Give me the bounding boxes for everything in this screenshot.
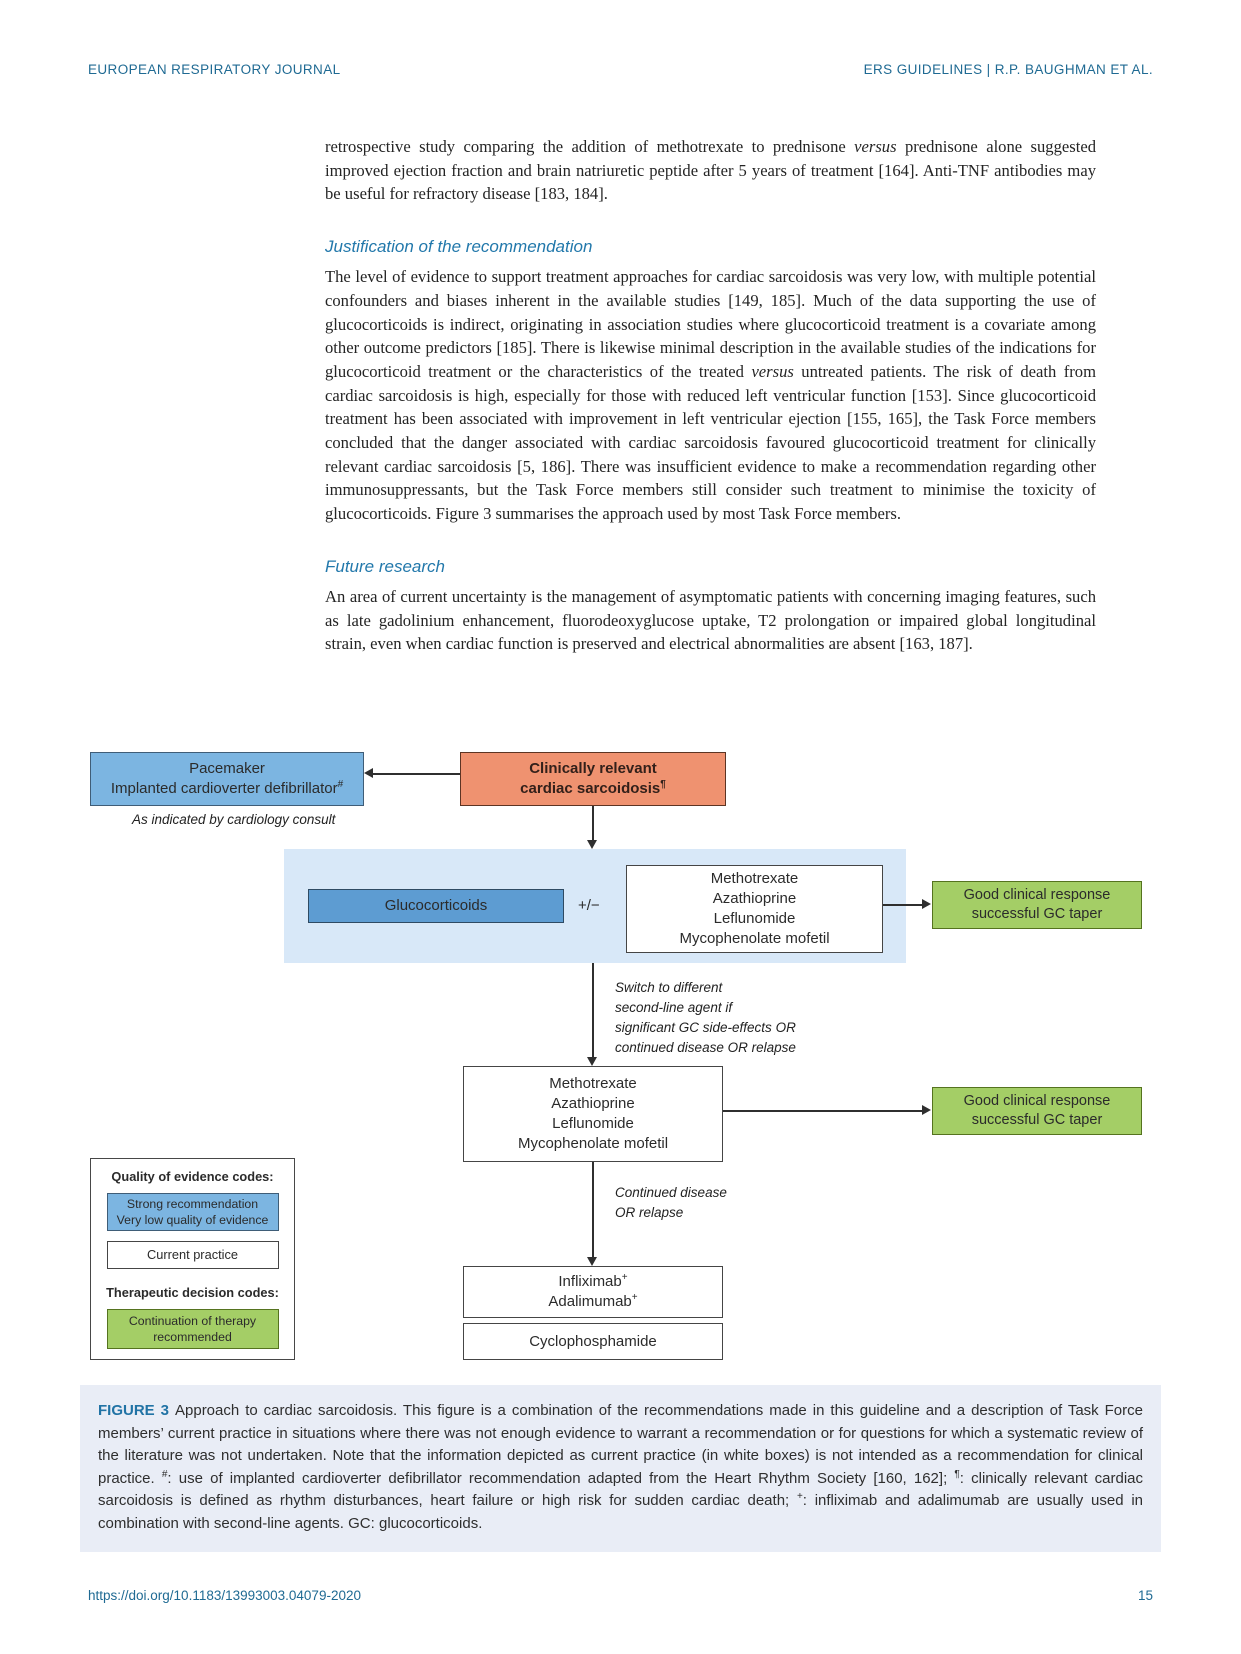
paragraph-justification: The level of evidence to support treatment approaches for cardiac sarcoidosis was very low, with multiple potential confounders and biases inherent in the available studies [149, 185]. Much of the data supporting the use of glucocorticoids is indirect, originating in association studies where glucocorticoid treatment is a covariate among other outcome predictors [185]. There is likewise minimal description in the available studies of the indications for glucocorticoid treatment or the characteristics of the treated versus untreated patients. The risk of death from cardiac sarcoidosis is high, especially for those with reduced left ventricular function [153]. Since glucocorticoid treatment has been associated with improvement in left ventricular ejection [155, 165], the Task Force members concluded that the danger associated with cardiac sarcoidosis favoured glucocorticoid treatment for clinically relevant cardiac sarcoidosis [5, 186]. There was insufficient evidence to make a recommendation regarding other immunosuppressants, but the Task Force members still consider such treatment to minimise the toxicity of glucocorticoids. Figure 3 summarises the approach used by most Task Force members.: [325, 267, 1096, 524]
footnote-mark-hash: #: [337, 779, 344, 790]
figure-caption: FIGURE 3 Approach to cardiac sarcoidosis. This figure is a combination of the recommendations made in this guideline and a description of Task Force members’ current practice in situations where there was not enough evidence to warrant a recommendation or for questions for which a systematic review of the literature was not undertaken. Note that the information depicted as current practice (in white boxes) is not intended as a recommendation for clinical practice. #: use of implanted cardioverter defibrillator recommendation adapted from the Heart Rhythm Society [160, 162]; ¶: clinically relevant cardiac sarcoidosis is defined as rhythm disturbances, heart failure or high risk for sudden cardiac death; +: infliximab and adalimumab are usually used in combination with second-line agents. GC: glucocorticoids.: [80, 1385, 1161, 1552]
arrow-treatment-to-response1-line: [883, 904, 922, 906]
arrow-secondline-to-biologics-line: [592, 1162, 594, 1257]
arrow-clinical-to-panel-line: [592, 806, 594, 840]
legend-decision-title: Therapeutic decision codes:: [106, 1285, 279, 1300]
arrow-secondline-to-biologics-head: [587, 1257, 597, 1266]
footnote-mark-plus: +: [796, 1491, 803, 1503]
italic-versus: versus: [854, 137, 897, 156]
footnote-mark-pilcrow: ¶: [660, 779, 666, 790]
figure-legend: [90, 1158, 295, 1360]
italic-versus: versus: [751, 361, 794, 381]
article-body: [325, 135, 1096, 656]
paragraph-methotrexate: retrospective study comparing the addition of methotrexate to prednisone versus prednisone alone suggested improved ejection fraction and brain natriuretic peptide after 5 years of treatment [164]. Anti-TNF antibodies may be useful for refractory disease [183, 184].: [325, 137, 1096, 204]
good-response-box-1: Good clinical response successful GC taper: [932, 881, 1142, 929]
cardiology-consult-note: As indicated by cardiology consult: [132, 812, 336, 827]
switch-agent-note: Switch to different second-line agent if significant GC side-effects OR continued disease OR relapse: [615, 980, 796, 1055]
figure-caption-label: FIGURE 3: [98, 1402, 169, 1419]
arrow-clinical-to-pacemaker-head: [364, 768, 373, 778]
plus-minus-label: +/−: [578, 897, 600, 914]
arrow-treatment-to-response1-head: [922, 899, 931, 909]
arrow-clinical-to-pacemaker-line: [373, 773, 460, 775]
footnote-mark-pilcrow: ¶: [954, 1468, 960, 1480]
section-heading-future-research: Future research: [325, 556, 445, 576]
footnote-mark-plus: +: [621, 1272, 628, 1283]
footnote-mark-hash: #: [161, 1468, 168, 1480]
footnote-mark-plus: +: [631, 1292, 638, 1303]
legend-strong-recommendation: Strong recommendation Very low quality of evidence: [107, 1193, 279, 1231]
legend-quality-title: Quality of evidence codes:: [111, 1169, 274, 1184]
arrow-panel-to-secondline-head: [587, 1057, 597, 1066]
cyclophosphamide-box: Cyclophosphamide: [463, 1323, 723, 1360]
arrow-clinical-to-panel-head: [587, 840, 597, 849]
arrow-panel-to-secondline-line: [592, 963, 594, 1057]
continued-disease-note: Continued disease OR relapse: [615, 1185, 727, 1220]
page-number: 15: [1137, 1588, 1153, 1603]
second-line-agents-box-1: Methotrexate Azathioprine Leflunomide Mycophenolate mofetil: [626, 865, 883, 953]
clinically-relevant-box: Clinically relevant cardiac sarcoidosis¶: [460, 752, 726, 806]
pacemaker-box: Pacemaker Implanted cardioverter defibrillator#: [90, 752, 364, 806]
arrow-secondline-to-response2-line: [723, 1110, 922, 1112]
glucocorticoids-box: Glucocorticoids: [308, 889, 564, 923]
second-line-agents-box-2: Methotrexate Azathioprine Leflunomide Mycophenolate mofetil: [463, 1066, 723, 1162]
biologics-box: Infliximab+ Adalimumab+: [463, 1266, 723, 1318]
legend-current-practice: Current practice: [107, 1241, 279, 1269]
running-head: ERS GUIDELINES | R.P. BAUGHMAN ET AL.: [863, 62, 1153, 77]
doi-link[interactable]: https://doi.org/10.1183/13993003.04079-2020: [88, 1588, 361, 1603]
journal-name: EUROPEAN RESPIRATORY JOURNAL: [88, 62, 341, 77]
arrow-secondline-to-response2-head: [922, 1105, 931, 1115]
section-heading-justification: Justification of the recommendation: [325, 237, 593, 257]
legend-continuation: Continuation of therapy recommended: [107, 1309, 279, 1349]
good-response-box-2: Good clinical response successful GC taper: [932, 1087, 1142, 1135]
paragraph-future-research: An area of current uncertainty is the management of asymptomatic patients with concerning imaging features, such as late gadolinium enhancement, fluorodeoxyglucose uptake, T2 prolongation or impaired global longitudinal strain, even when cardiac function is preserved and electrical abnormalities are absent [163, 187].: [325, 586, 1096, 654]
